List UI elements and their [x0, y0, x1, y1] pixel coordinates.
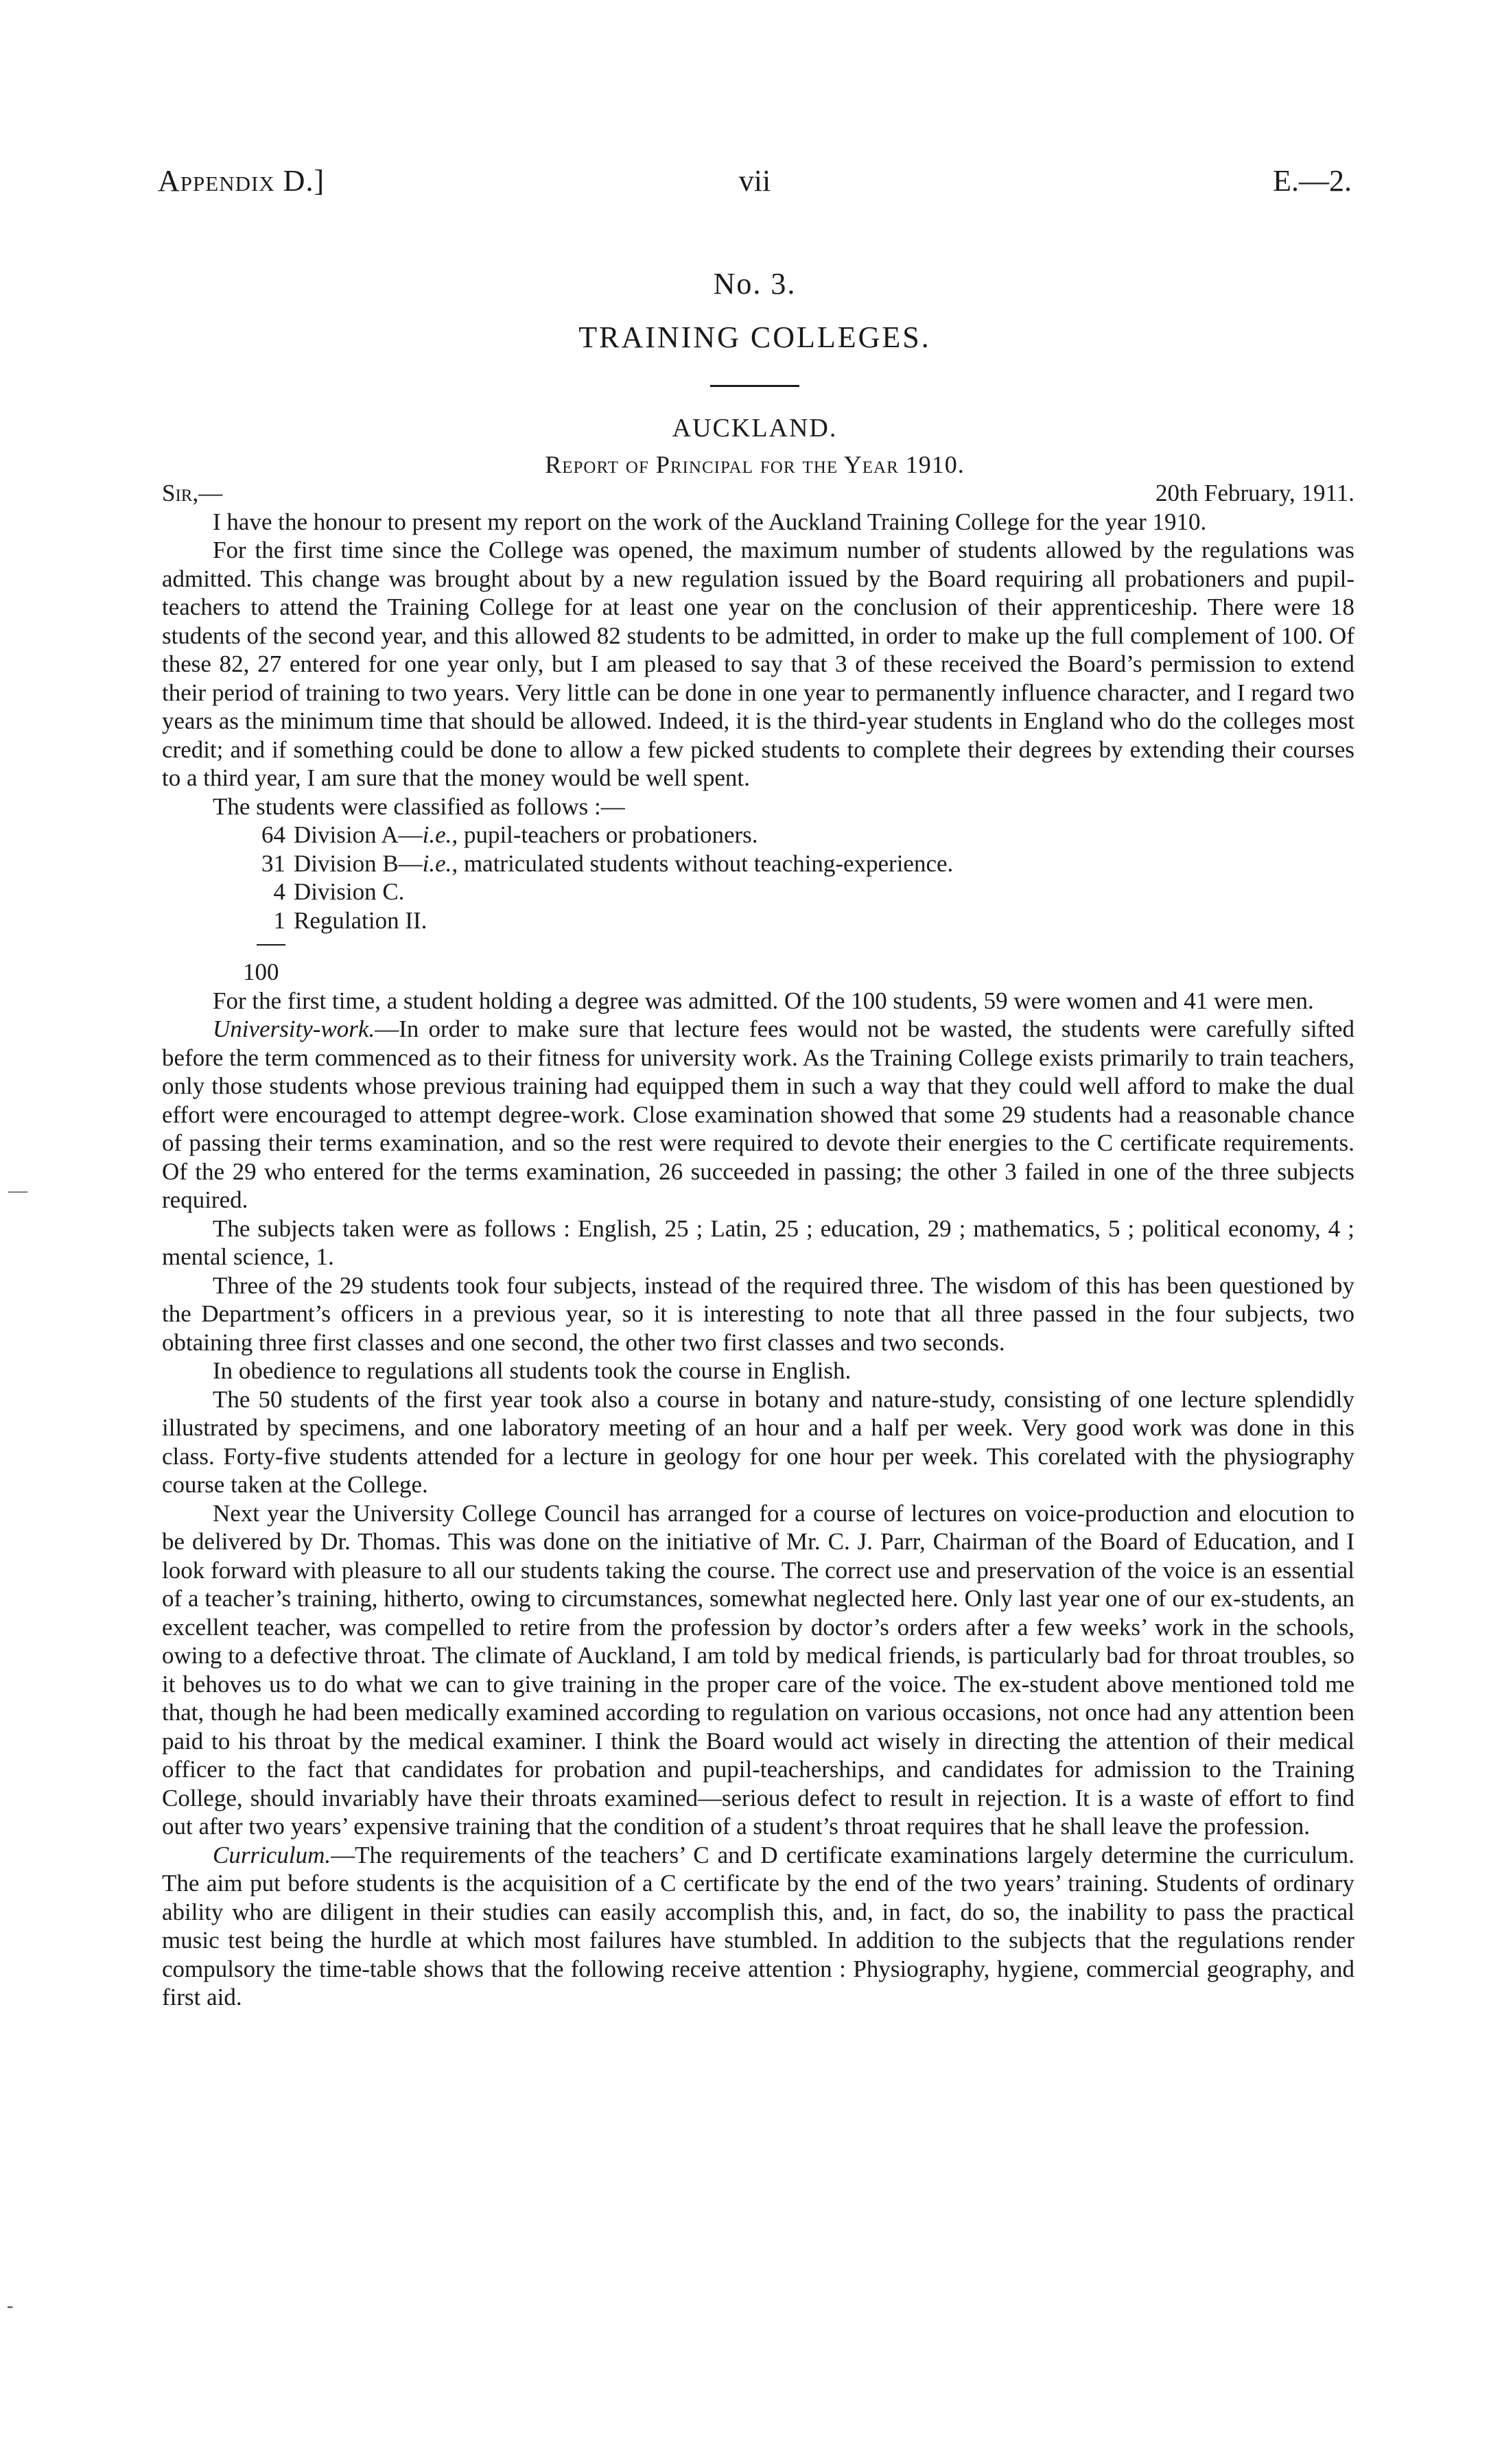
paragraph-intro: I have the honour to present my report on the work of the Auckland Training College for the year 1910.	[213, 508, 1207, 535]
report-body	[162, 479, 1354, 2012]
paragraph-english: In obedience to regulations all students took the course in English.	[213, 1357, 852, 1384]
paragraph-classification-intro: The students were classified as follows :—	[213, 793, 625, 820]
margin-mark: -	[7, 2295, 14, 2316]
parliamentary-paper-code: E.—2.	[1273, 164, 1352, 198]
section-title: TRAINING COLLEGES.	[578, 320, 931, 354]
list-item: 4 Division C.	[273, 878, 405, 905]
side-heading: Curriculum.	[213, 1841, 331, 1868]
paragraph-degree: For the first time, a student holding a degree was admitted. Of the 100 students, 59 were women and 41 were men.	[213, 987, 1314, 1014]
list-item: 64 Division A—i.e., pupil-teachers or probationers.	[261, 821, 758, 848]
report-heading: Report of Principal for the Year 1910.	[545, 451, 965, 478]
letter-date: 20th February, 1911.	[1155, 480, 1354, 506]
side-heading: University-work.	[213, 1016, 375, 1042]
list-item: 1 Regulation II.	[273, 906, 427, 934]
paragraph-admissions: For the first time since the College was opened, the maximum number of students allowed by the regulations was admitted. This change was brought about by a new regulation issued by the Board requiring all probationers and pupil-teachers to attend the Training College for at least one year on the conclusion of their apprenticeship. There were 18 students of the second year, and this allowed 82 students to be admitted, in order to make up the full complement of 100. Of these 82, 27 entered for one year only, but I am pleased to say that 3 of these received the Board’s permission to extend their period of training to two years. Very little can be done in one year to permanently influence character, and I regard two years as the minimum time that should be allowed. Indeed, it is the third-year students in England who do the colleges most credit; and if something could be done to allow a few picked students to complete their degrees by extending their courses to a third year, I am sure that the money would be well spent.	[162, 537, 1354, 791]
appendix-label: Appendix D.]	[158, 164, 325, 198]
page-number: vii	[738, 164, 771, 198]
list-item: 31 Division B—i.e., matriculated students without teaching-experience.	[261, 849, 954, 877]
paragraph-voice: Next year the University College Council has arranged for a course of lectures on voice-production and elocution to be delivered by Dr. Thomas. This was done on the initiative of Mr. C. J. Parr, Chairman of the Board of Education, and I look forward with pleasure to all our students taking the course. The correct use and preservation of the voice is an essential of a teacher’s training, hitherto, owing to circumstances, somewhat neglected here. Only last year one of our ex-students, an excellent teacher, was compelled to retire from the profession by doctor’s orders after a few weeks’ work in the schools, owing to a defective throat. The climate of Auckland, I am told by medical friends, is particularly bad for throat troubles, so it behoves us to do what we can to give training in the proper care of the voice. The ex-student above mentioned told me that, though he had been medically examined according to regulation on various occasions, not once had any attention been paid to his throat by the medical examiner. I think the Board would act wisely in directing the attention of their medical officer to the fact that candidates for probation and pupil-teacherships, and candidates for admission to the Training College, should invariably have their throats examined—serious defect to result in rejection. It is a waste of effort to find out after two years’ expensive training that the condition of a student’s throat requires that he shall leave the profession.	[162, 1499, 1354, 1840]
classification-total: 100	[243, 959, 279, 985]
place-heading: AUCKLAND.	[672, 414, 838, 443]
title-block	[158, 266, 1352, 479]
title-divider	[710, 385, 799, 387]
section-number: No. 3.	[713, 267, 797, 301]
sum-rule	[257, 944, 285, 946]
paragraph-botany: The 50 students of the first year took also a course in botany and nature-study, consisting of one lecture splendidly illustrated by specimens, and one laboratory meeting of an hour and a half per week. Very good work was done in this class. Forty-five students attended for a lecture in geology for one hour per week. This corelated with the physiography course taken at the College.	[162, 1385, 1354, 1498]
margin-mark: —	[8, 1180, 27, 1201]
paragraph-subjects: The subjects taken were as follows : English, 25 ; Latin, 25 ; education, 29 ; mathematics, 5 ; political economy, 4 ; mental science, 1.	[162, 1215, 1354, 1270]
salutation-line	[162, 479, 1354, 508]
running-header	[158, 163, 1352, 211]
paragraph-four-subjects: Three of the 29 students took four subjects, instead of the required three. The wisdom of this has been questioned by the Department’s officers in a previous year, so it is interesting to note that all three passed in the four subjects, two obtaining three first classes and one second, the other two first classes and two seconds.	[162, 1271, 1354, 1356]
paragraph-university-work: University-work.—In order to make sure that lecture fees would not be wasted, the students were carefully sifted before the term commenced as to their fitness for university work. As the Training College exists primarily to train teachers, only those students whose previous training had equipped them in such a way that they could well afford to make the dual effort were encouraged to attempt degree-work. Close examination showed that some 29 students had a reasonable chance of passing their terms examination, and so the rest were required to devote their energies to the C certificate requirements. Of the 29 who entered for the terms examination, 26 succeeded in passing; the other 3 failed in one of the three subjects required.	[162, 1016, 1354, 1213]
classification-list	[162, 821, 1354, 935]
paragraph-curriculum: Curriculum.—The requirements of the teachers’ C and D certificate examinations largely determine the curriculum. The aim put before students is the acquisition of a C certificate by the end of the two years’ training. Students of ordinary ability who are diligent in their studies can easily accomplish this, and, in fact, do so, the inability to pass the practical music test being the hurdle at which most failures have stumbled. In addition to the subjects that the regulations render compulsory the time-table shows that the following receive attention : Physiography, hygiene, commercial geography, and first aid.	[162, 1841, 1354, 2010]
salutation: Sir,—	[162, 480, 223, 506]
